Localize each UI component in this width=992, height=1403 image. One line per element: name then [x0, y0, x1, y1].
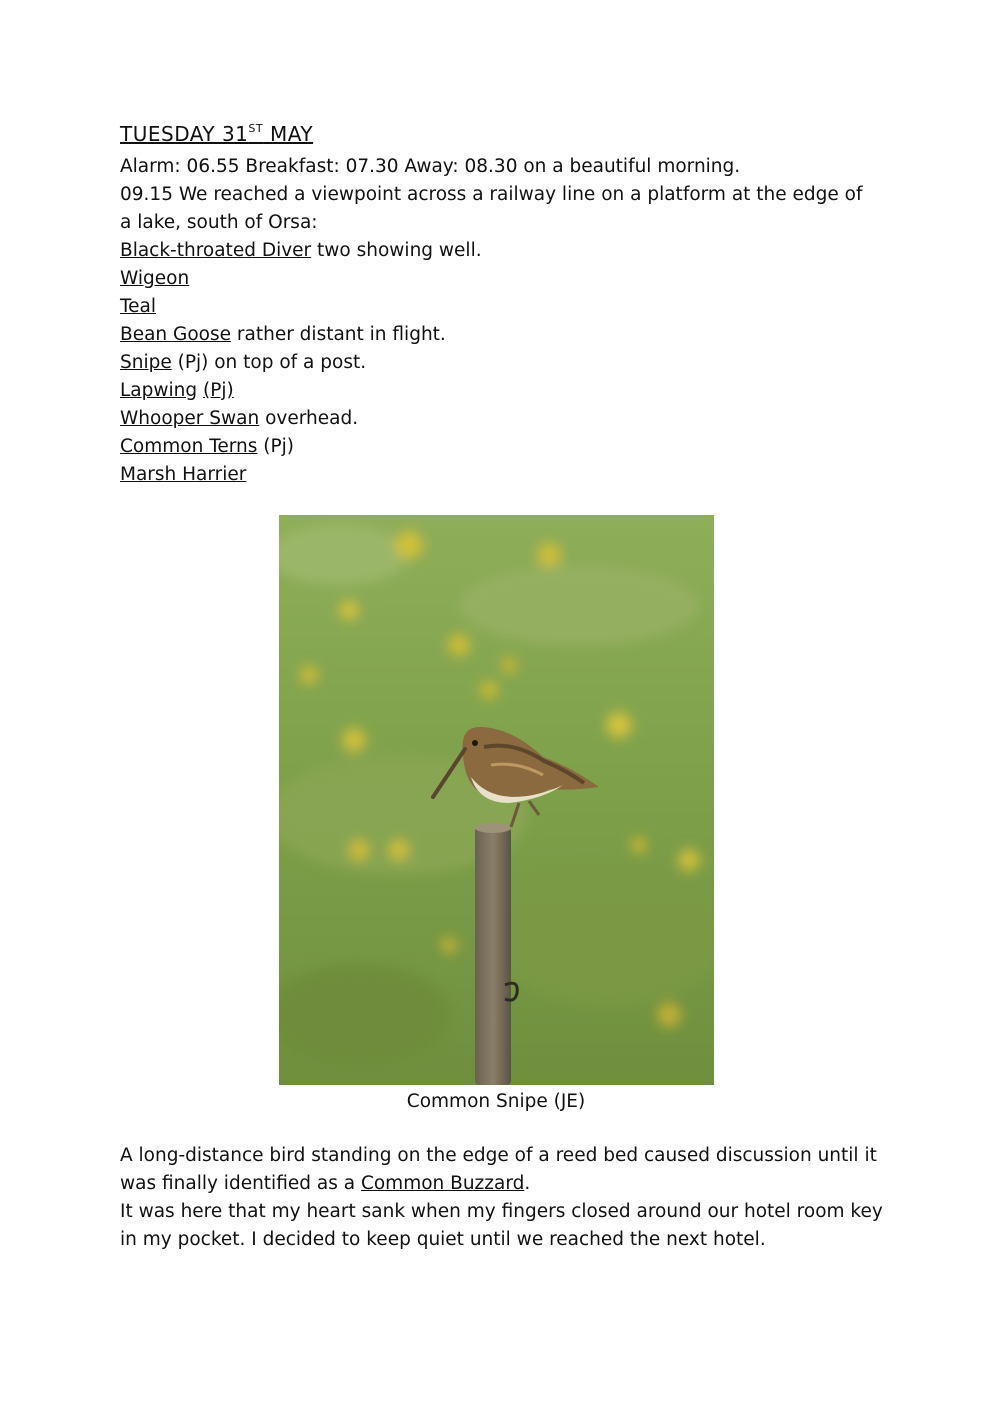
- title-month: MAY: [263, 122, 314, 146]
- bird-name: Lapwing: [120, 380, 198, 401]
- bird-note: (Pj) on top of a post.: [171, 352, 367, 373]
- title-text: TUESDAY 31: [120, 122, 249, 146]
- closing-line: in my pocket. I decided to keep quiet until we reached the next hotel.: [120, 1229, 766, 1250]
- sighting-item: [120, 321, 880, 349]
- bird-name: Common Buzzard: [360, 1173, 525, 1194]
- bird-name: Black-throated Diver: [120, 240, 312, 261]
- closing-text: was finally identified as a: [120, 1173, 361, 1194]
- bird-name: Whooper Swan: [120, 408, 260, 429]
- closing-line: A long-distance bird standing on the edge of a reed bed caused discussion until it: [120, 1145, 877, 1166]
- bird-note: (Pj): [257, 436, 295, 457]
- closing-line: It was here that my heart sank when my fingers closed around our hotel room key: [120, 1201, 883, 1222]
- closing-paragraph: [120, 1142, 883, 1254]
- sighting-item: [120, 377, 880, 405]
- photo-caption: Common Snipe (JE): [406, 1091, 586, 1112]
- bird-note: rather distant in flight.: [231, 324, 446, 345]
- closing-line: [120, 1170, 880, 1198]
- intro-paragraph: [120, 153, 880, 237]
- bird-name: Common Terns: [120, 436, 258, 457]
- sighting-item: [120, 349, 880, 377]
- title-superscript: ST: [248, 122, 264, 135]
- closing-text: .: [524, 1173, 531, 1194]
- page-title: [120, 122, 313, 146]
- bird-name: Snipe: [120, 352, 172, 373]
- sighting-item: [120, 461, 880, 489]
- sighting-item: [120, 433, 880, 461]
- snipe-photo: [279, 515, 714, 1085]
- sighting-item: [120, 265, 880, 293]
- intro-line: 09.15 We reached a viewpoint across a railway line on a platform at the edge of: [120, 184, 863, 205]
- sighting-item: [120, 405, 880, 433]
- bird-note: overhead.: [259, 408, 359, 429]
- sightings-list: [120, 237, 880, 489]
- sighting-item: [120, 237, 880, 265]
- bird-note: two showing well.: [311, 240, 482, 261]
- bird-name: Wigeon: [120, 268, 190, 289]
- bird-name: Teal: [120, 296, 157, 317]
- sighting-item: [120, 293, 880, 321]
- bird-note-underlined: (Pj): [203, 380, 234, 401]
- bird-name: Marsh Harrier: [120, 464, 247, 485]
- intro-line: a lake, south of Orsa:: [120, 212, 318, 233]
- intro-line: Alarm: 06.55 Breakfast: 07.30 Away: 08.30 on a beautiful morning.: [120, 156, 741, 177]
- bird-name: Bean Goose: [120, 324, 232, 345]
